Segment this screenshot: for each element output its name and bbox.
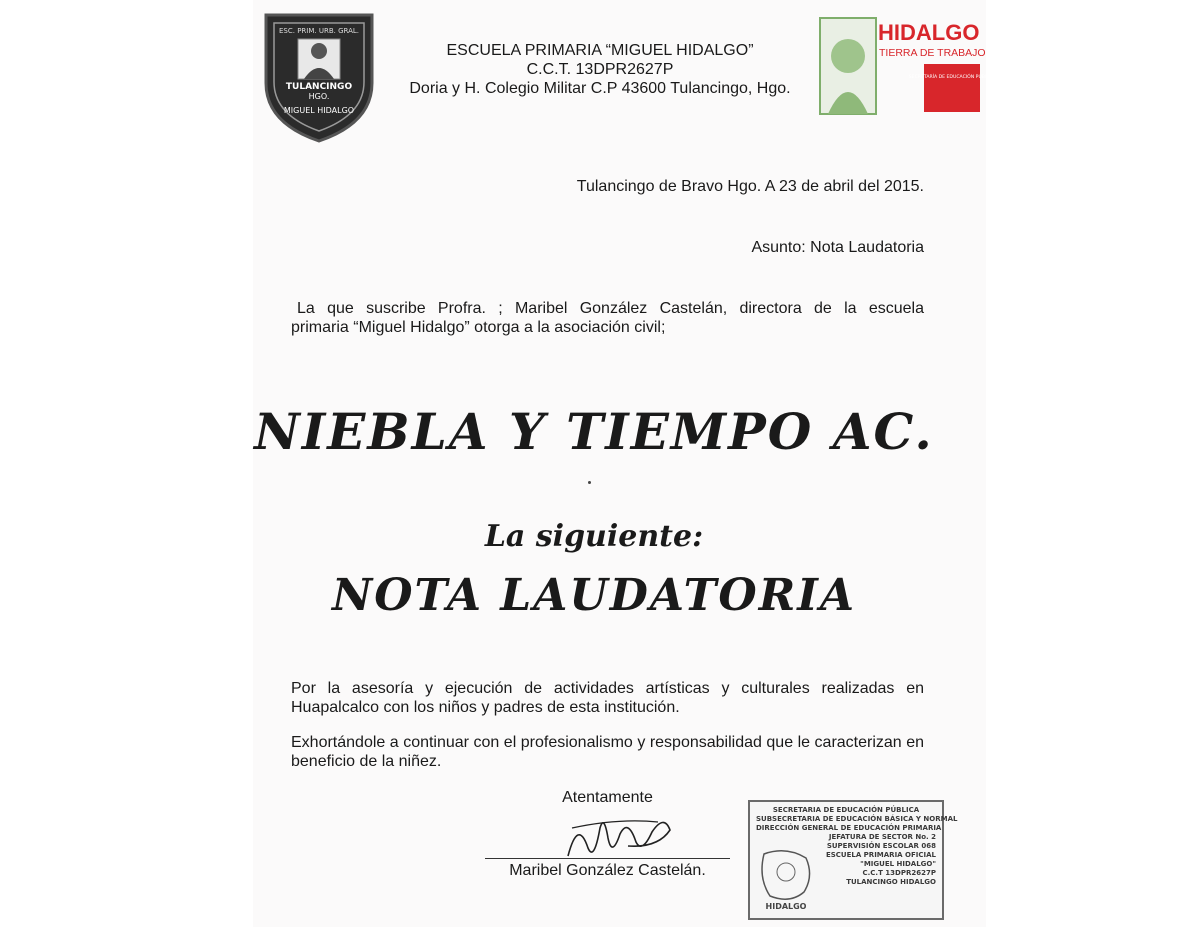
date-line: Tulancingo de Bravo Hgo. A 23 de abril del 2015. — [576, 178, 924, 195]
stamp-map-emblem — [756, 846, 816, 912]
signature-line — [485, 858, 730, 859]
exhort-line-1: Exhortándole a continuar con el profesionalismo y responsabilidad que le caracterizan en — [291, 734, 924, 751]
shield-city-text: TULANCINGO — [285, 82, 353, 92]
exhortation-paragraph — [291, 733, 924, 771]
hidalgo-state-logo — [820, 18, 996, 116]
letterhead — [380, 41, 820, 98]
subject-line: Asunto: Nota Laudatoria — [751, 239, 924, 256]
stamp-line-7: "MIGUEL HIDALGO" — [860, 860, 936, 868]
school-shield-logo — [258, 5, 380, 145]
stamp-line-3: DIRECCIÓN GENERAL DE EDUCACIÓN PRIMARIA — [756, 824, 942, 832]
lead-text: La siguiente: — [484, 519, 704, 554]
speck — [588, 481, 591, 484]
recipient-name: NIEBLA Y TIEMPO AC. — [254, 402, 934, 461]
stamp-line-2: SUBSECRETARIA DE EDUCACIÓN BÁSICA Y NORMAL — [756, 815, 958, 823]
hidalgo-title: HIDALGO — [878, 20, 980, 45]
intro-paragraph — [291, 299, 924, 337]
reason-line-1: Por la asesoría y ejecución de actividades artísticas y culturales realizadas en — [291, 680, 924, 697]
stamp-line-8: C.C.T 13DPR2627P — [862, 869, 936, 877]
hidalgo-agency: SECRETARÍA DE EDUCACIÓN PÚBLICA — [908, 75, 996, 80]
stamp-line-1: SECRETARIA DE EDUCACIÓN PÚBLICA — [772, 806, 920, 814]
school-address: Doria y H. Colegio Militar C.P 43600 Tulancingo, Hgo. — [409, 80, 791, 97]
intro-line-2: primaria “Miguel Hidalgo” otorga a la asociación civil; — [291, 319, 666, 336]
official-stamp — [748, 800, 958, 920]
school-name: ESCUELA PRIMARIA “MIGUEL HIDALGO” — [446, 42, 754, 59]
document-title: NOTA LAUDATORIA — [331, 570, 857, 621]
stamp-line-4: JEFATURA DE SECTOR No. 2 — [828, 833, 936, 841]
signer-name: Maribel González Castelán. — [509, 862, 706, 879]
shield-bottom-text: MIGUEL HIDALGO — [283, 106, 355, 115]
school-cct: C.C.T. 13DPR2627P — [526, 61, 674, 78]
stamp-map-label: HIDALGO — [765, 902, 807, 911]
shield-top-text: ESC. PRIM. URB. GRAL. — [278, 27, 360, 35]
shield-state-text: HGO. — [308, 92, 330, 101]
stamp-line-6: ESCUELA PRIMARIA OFICIAL — [825, 851, 936, 859]
reason-paragraph — [291, 679, 924, 717]
stamp-line-5: SUPERVISIÓN ESCOLAR 068 — [826, 842, 936, 850]
hidalgo-subtitle: TIERRA DE TRABAJO — [879, 47, 986, 59]
stamp-line-9: TULANCINGO HIDALGO — [846, 878, 936, 886]
closing-text: Atentamente — [562, 789, 653, 806]
reason-line-2: Huapalcalco con los niños y padres de esta institución. — [291, 699, 680, 716]
handwritten-signature — [558, 808, 678, 864]
intro-line-1: La que suscribe Profra. ; Maribel González Castelán, directora de la escuela — [297, 300, 924, 317]
exhort-line-2: beneficio de la niñez. — [291, 753, 442, 770]
